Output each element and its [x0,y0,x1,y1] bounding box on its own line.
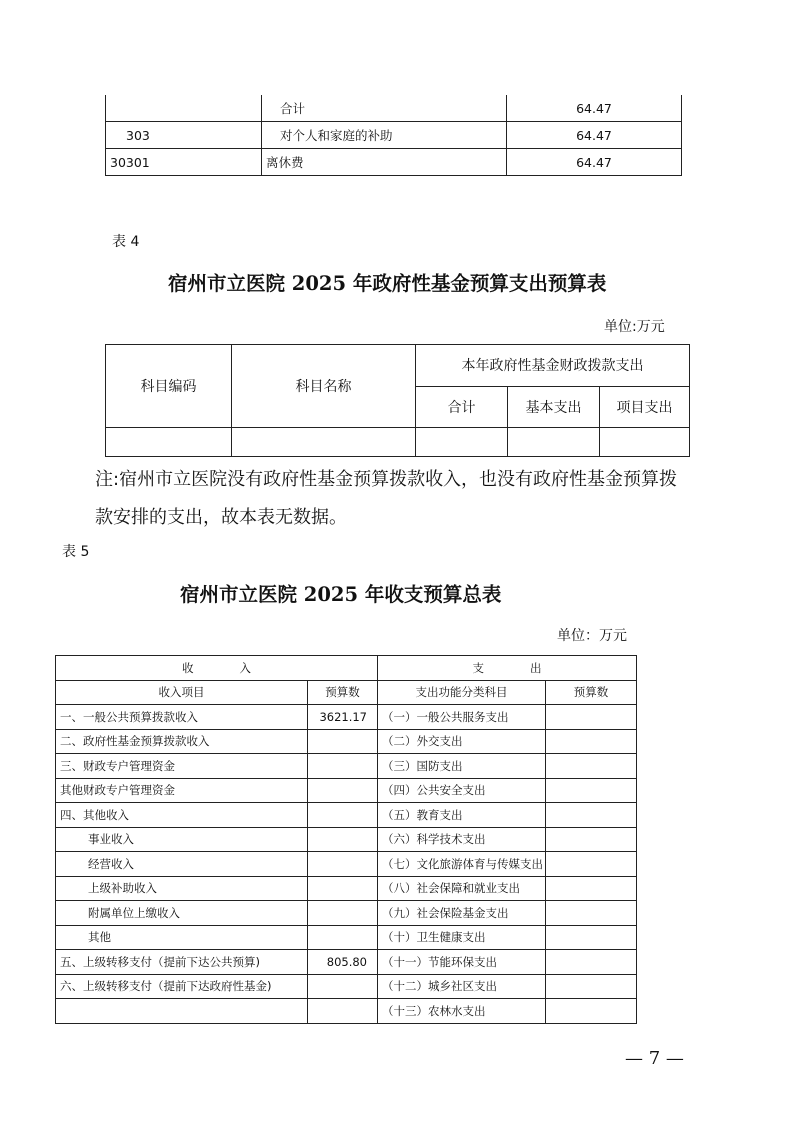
income-amount [308,852,378,877]
income-amount: 3621.17 [308,705,378,730]
income-amount [308,729,378,754]
table-row [56,729,637,754]
table5-title: 宿州市立医院 2025 年收支预算总表 [180,583,502,606]
name-cell: 离休费 [262,149,507,176]
income-item: 三、财政专户管理资金 [56,754,308,779]
expense-item: （八）社会保障和就业支出 [378,876,546,901]
expense-item: （二）外交支出 [378,729,546,754]
expense-amount [546,754,637,779]
expense-item: （三）国防支出 [378,754,546,779]
code-cell: 303 [106,122,262,149]
table-row [106,428,690,457]
income-item: 其他财政专户管理资金 [56,778,308,803]
header-group: 本年政府性基金财政拨款支出 [416,345,690,387]
expense-amount [546,974,637,999]
name-cell: 对个人和家庭的补助 [262,122,507,149]
table4 [105,344,690,457]
table4-title: 宿州市立医院 2025 年政府性基金预算支出预算表 [168,272,607,295]
page-number: — 7 — [625,1048,684,1069]
income-item: 附属单位上缴收入 [56,901,308,926]
income-amount [308,925,378,950]
income-amount [308,803,378,828]
income-amount [308,999,378,1024]
table4-unit: 单位:万元 [604,319,665,335]
header-code: 科目编码 [106,345,232,428]
table-row [106,149,682,176]
table-row [56,901,637,926]
expense-amount [546,778,637,803]
table5 [55,655,637,1024]
table4-label: 表 4 [112,234,140,250]
table-row [56,999,637,1024]
expense-item: （七）文化旅游体育与传媒支出 [378,852,546,877]
expense-item: （六）科学技术支出 [378,827,546,852]
expense-item: （五）教育支出 [378,803,546,828]
expense-amount [546,705,637,730]
expense-amount [546,999,637,1024]
amount-cell: 64.47 [507,122,682,149]
expense-item: （九）社会保险基金支出 [378,901,546,926]
table-row [56,950,637,975]
income-amount [308,778,378,803]
table-row [56,974,637,999]
continuation-table [105,95,682,176]
amount-cell: 64.47 [507,149,682,176]
table-header-row [106,345,690,387]
expense-item: （四）公共安全支出 [378,778,546,803]
table-header-row [56,656,637,681]
expense-item: （十）卫生健康支出 [378,925,546,950]
expense-amount [546,729,637,754]
header-income-budget: 预算数 [308,680,378,705]
table-row [106,122,682,149]
income-item: 四、其他收入 [56,803,308,828]
empty-cell [600,428,690,457]
expense-amount [546,925,637,950]
expense-amount [546,901,637,926]
income-item: 五、上级转移支付（提前下达公共预算) [56,950,308,975]
header-total: 合计 [416,386,508,428]
expense-amount [546,950,637,975]
table-row [56,925,637,950]
header-basic: 基本支出 [508,386,600,428]
table-row [56,827,637,852]
name-cell: 合计 [262,95,507,122]
income-amount [308,974,378,999]
expense-amount [546,803,637,828]
expense-amount [546,827,637,852]
table5-label: 表 5 [62,544,90,560]
table5-unit: 单位：万元 [557,628,627,644]
expense-amount [546,876,637,901]
income-amount [308,901,378,926]
header-expense: 支 出 [378,656,637,681]
empty-cell [232,428,416,457]
income-item: 经营收入 [56,852,308,877]
empty-cell [416,428,508,457]
income-amount [308,754,378,779]
expense-amount [546,852,637,877]
income-item: 上级补助收入 [56,876,308,901]
income-item [56,999,308,1024]
income-item: 一、一般公共预算拨款收入 [56,705,308,730]
expense-item: （十二）城乡社区支出 [378,974,546,999]
table-row [56,852,637,877]
income-item: 其他 [56,925,308,950]
header-income-item: 收入项目 [56,680,308,705]
table-row [56,754,637,779]
expense-item: （一）一般公共服务支出 [378,705,546,730]
header-expense-item: 支出功能分类科目 [378,680,546,705]
income-amount [308,876,378,901]
empty-cell [508,428,600,457]
expense-item: （十一）节能环保支出 [378,950,546,975]
empty-cell [106,428,232,457]
income-amount: 805.80 [308,950,378,975]
table4-note: 注:宿州市立医院没有政府性基金预算拨款收入，也没有政府性基金预算拨款安排的支出，故本表无数据。 [95,469,678,528]
header-income: 收 入 [56,656,378,681]
header-expense-budget: 预算数 [546,680,637,705]
table-row [56,876,637,901]
income-amount [308,827,378,852]
header-project: 项目支出 [600,386,690,428]
table-row [56,778,637,803]
table-row [56,803,637,828]
code-cell [106,95,262,122]
code-cell: 30301 [106,149,262,176]
table-header-row [56,680,637,705]
income-item: 事业收入 [56,827,308,852]
income-item: 二、政府性基金预算拨款收入 [56,729,308,754]
table-row [56,705,637,730]
header-name: 科目名称 [232,345,416,428]
table-row [106,95,682,122]
amount-cell: 64.47 [507,95,682,122]
income-item: 六、上级转移支付（提前下达政府性基金) [56,974,308,999]
expense-item: （十三）农林水支出 [378,999,546,1024]
